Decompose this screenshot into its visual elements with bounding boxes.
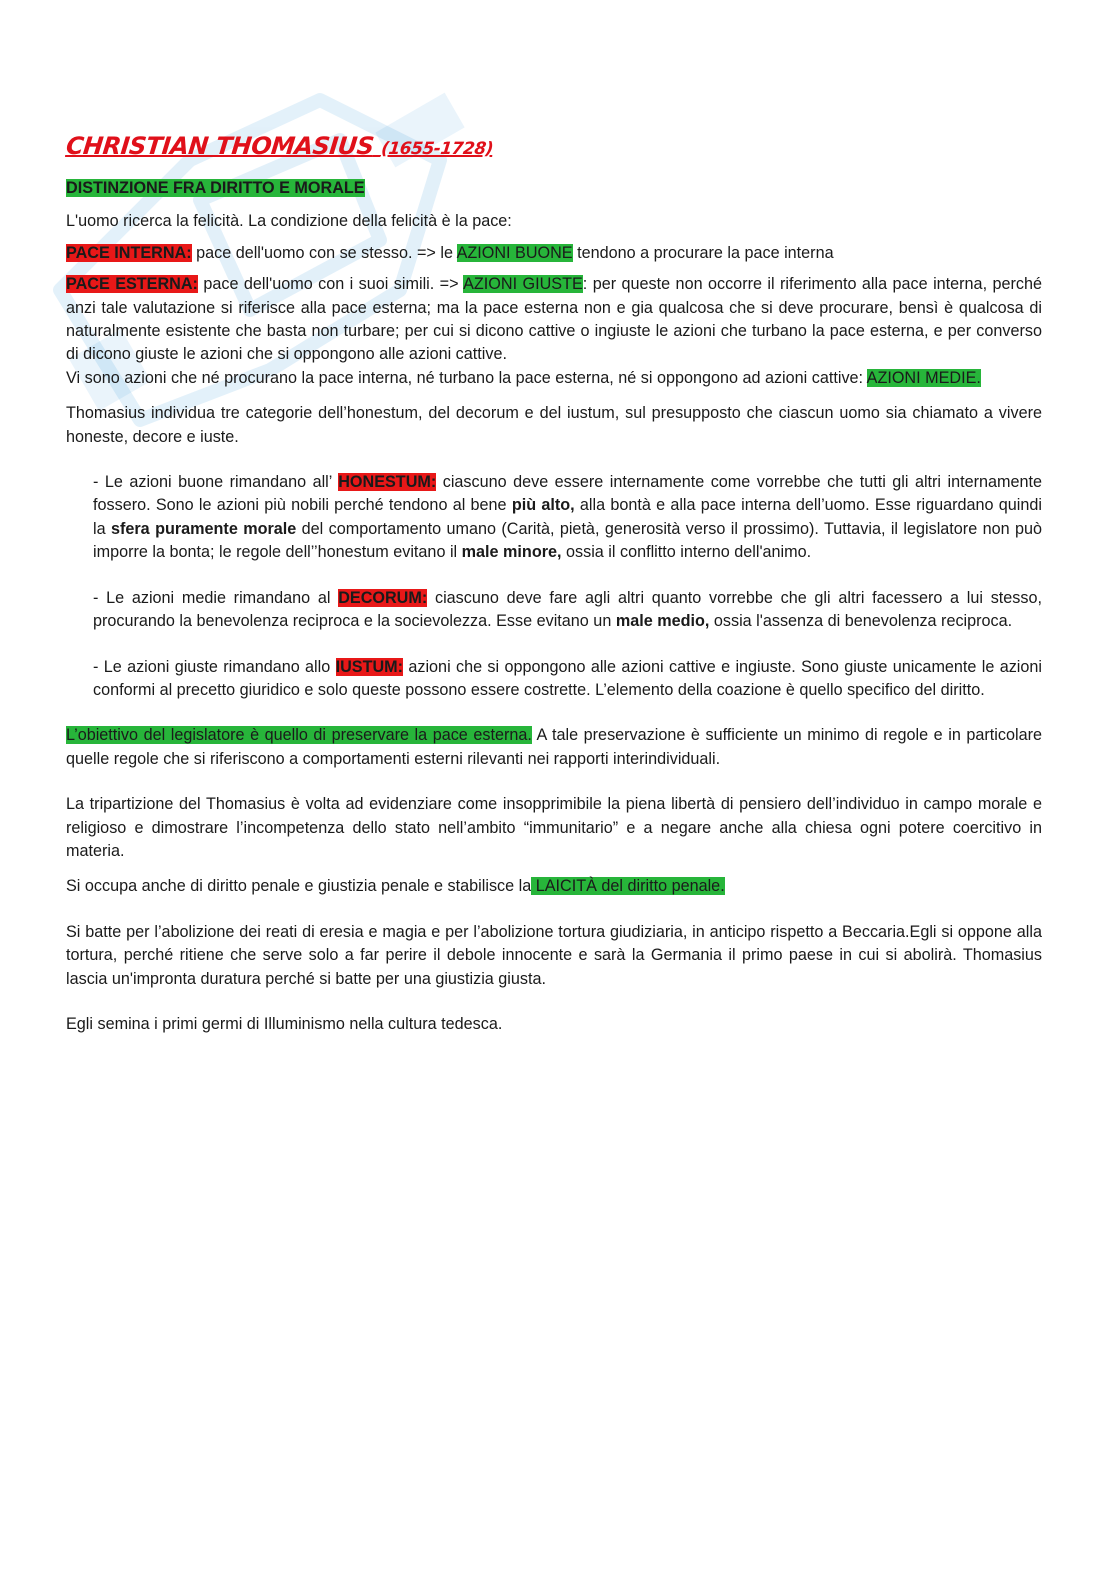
highlight-azioni-buone: AZIONI BUONE (456, 243, 573, 262)
paragraph-penale: Si occupa anche di diritto penale e giustizia penale e stabilisce la LAICITÀ del diritto penale. (66, 877, 725, 896)
label-pace-esterna: PACE ESTERNA: (66, 275, 198, 294)
paragraph-honestum: - Le azioni buone rimandano all’ HONESTUM: ciascuno deve essere internamente come vorrebbe che tutti gli altri internamente fossero. Sono le azioni più nobili perché tendono al bene più alto, alla bontà e alla pace interna dell’uomo. Esse riguardano quindi la sfera puramente morale del comportamento umano (Carità, pietà, generosità verso il prossimo). Tuttavia, il legislatore non può imporre la bonta; le regole dell’’honestum evitano il male minore, ossia il conflitto interno dell'animo. (93, 473, 1043, 562)
paragraph-illuminismo: Egli semina i primi germi di Illuminismo nella cultura tedesca. (66, 1014, 503, 1033)
title-name: CHRISTIAN THOMASIUS (64, 132, 376, 160)
document-page (66, 128, 1042, 1044)
paragraph-obiettivo: L’obiettivo del legislatore è quello di preservare la pace esterna. A tale preservazione è sufficiente un minimo di regole e in particolare quelle regole che si riferiscono a comportamenti esterni rilevanti nei rapporti interindividuali. (66, 726, 1042, 768)
highlight-obiettivo: L’obiettivo del legislatore è quello di preservare la pace esterna. (66, 726, 532, 745)
title-years: (1655-1728) (380, 139, 495, 159)
paragraph-decorum: - Le azioni medie rimandano al DECORUM: ciascuno deve fare agli altri quanto vorrebbe che gli altri facessero a lui stesso, procurando la benevolenza reciproca e la socievolezza. Esse evitano un male medio, ossia l'assenza di benevolenza reciproca. (93, 588, 1042, 631)
paragraph-pace-esterna: PACE ESTERNA: pace dell'uomo con i suoi simili. => AZIONI GIUSTE: per queste non occorre il riferimento alla pace interna, perché anzi tale valutazione si riferisce alla pace esterna; ma la pace esterna non e gia qualcosa che si deve procurare, bensì è qualcosa di naturalmente esistente che basta non turbare; per cui si dicono cattive o ingiuste le azioni che turbano la pace esterna, e per converso di dicono giuste le azioni che si oppongono alle azioni cattive. (66, 275, 1042, 364)
paragraph-tripartizione: La tripartizione del Thomasius è volta ad evidenziare come insopprimibile la piena libertà di pensiero dell’individuo in campo morale e religioso e dimostrare l’incompetenza dello stato nell’ambito “immunitario” e a negare anche alla chiesa ogni potere coercitivo in materia. (66, 795, 1042, 860)
paragraph-azioni-medie: Vi sono azioni che né procurano la pace interna, né turbano la pace esterna, né si oppongono ad azioni cattive: AZIONI MEDIE. (66, 368, 981, 387)
paragraph-iustum: - Le azioni giuste rimandano allo IUSTUM: azioni che si oppongono alle azioni cattive e ingiuste. Sono giuste unicamente le azioni conformi al precetto giuridico e solo queste possono essere costrette. L’elemento della coazione è quello specifico del diritto. (93, 657, 1042, 699)
paragraph-pace-interna: PACE INTERNA: pace dell'uomo con se stesso. => le AZIONI BUONE tendono a procurare la pace interna (66, 243, 834, 262)
paragraph-categorie: Thomasius individua tre categorie dell’honestum, del decorum e del iustum, sul presupposto che ciascun uomo sia chiamato a vivere honeste, decore e iuste. (66, 404, 1042, 446)
section-heading: DISTINZIONE FRA DIRITTO E MORALE (66, 179, 365, 197)
label-iustum: IUSTUM: (335, 657, 404, 676)
paragraph-abolizione: Si batte per l’abolizione dei reati di eresia e magia e per l’abolizione tortura giudiziaria, in anticipo rispetto a Beccaria.Egli si oppone alla tortura, perché ritiene che serve solo a far perire il debole innocente e sarà la Germania il primo paese in cui si abolirà. Thomasius lascia un'impronta duratura perché si batte per una giustizia giusta. (66, 922, 1042, 988)
paragraph-intro: L'uomo ricerca la felicità. La condizione della felicità è la pace: (66, 212, 512, 231)
highlight-laicita: LAICITÀ del diritto penale. (531, 877, 725, 896)
label-honestum: HONESTUM: (338, 473, 437, 492)
highlight-azioni-giuste: AZIONI GIUSTE (463, 275, 583, 294)
page-title (64, 130, 495, 165)
label-pace-interna: PACE INTERNA: (66, 243, 192, 262)
highlight-azioni-medie: AZIONI MEDIE. (866, 368, 981, 387)
label-decorum: DECORUM: (338, 588, 428, 607)
